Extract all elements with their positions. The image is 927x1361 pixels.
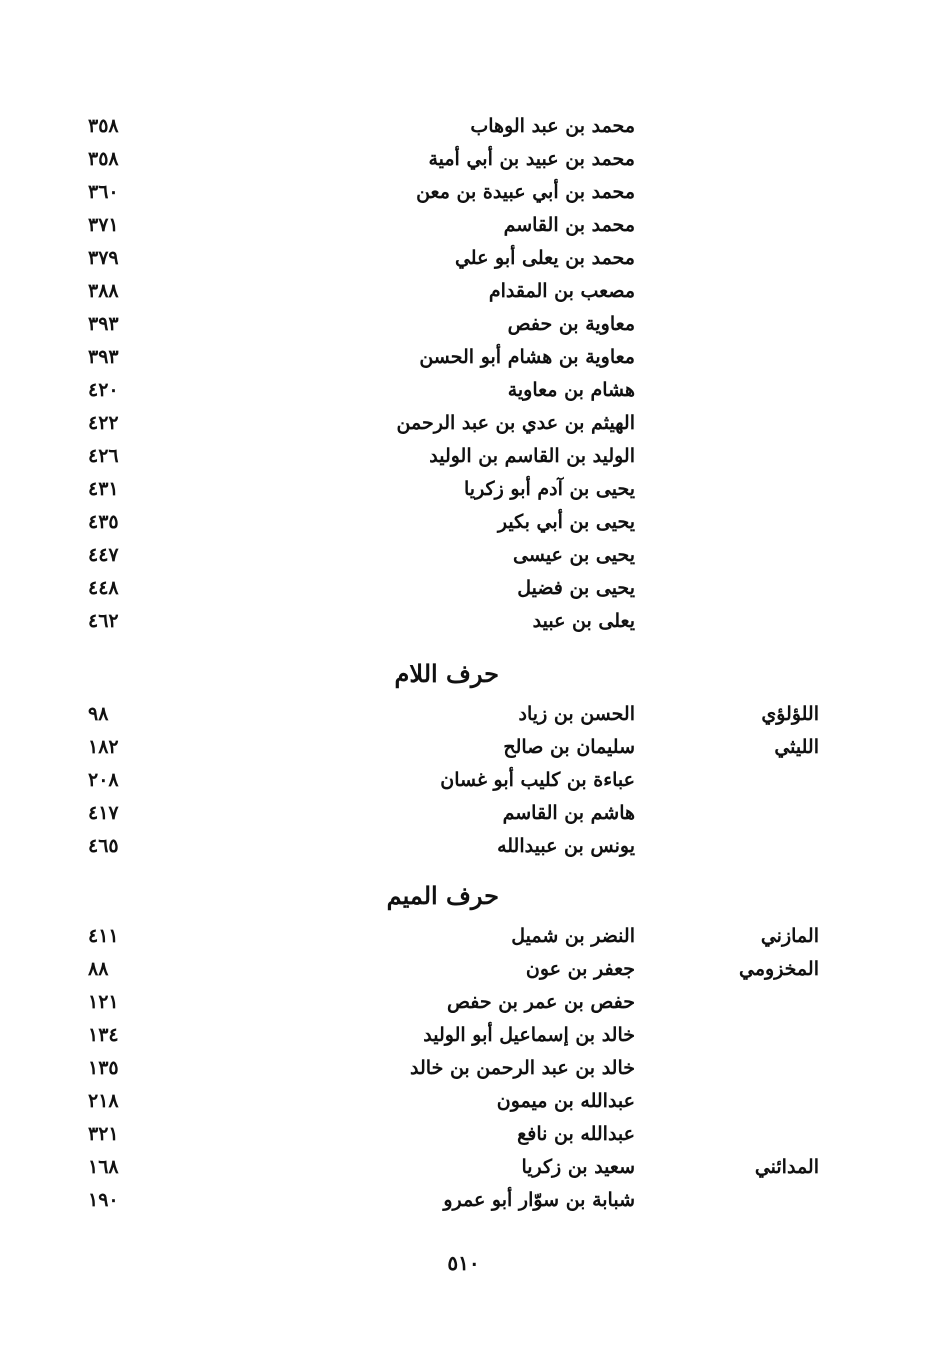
index-entry (0, 407, 927, 440)
entry-name: يعلى بن عبيد (532, 610, 635, 632)
index-entry (0, 797, 927, 830)
entry-page-number: ٤٦٢ (88, 610, 119, 632)
entry-page-number: ٣٩٣ (88, 313, 119, 335)
entry-name: يحيى بن أبي بكير (497, 511, 635, 533)
index-entry (0, 1151, 927, 1184)
entry-name: الهيثم بن عدي بن عبد الرحمن (396, 412, 635, 434)
entry-name: خالد بن عبد الرحمن بن خالد (410, 1057, 635, 1079)
index-entry (0, 275, 927, 308)
entry-name: محمد بن يعلى أبو علي (454, 247, 635, 269)
entry-name: معاوية بن هشام أبو الحسن (419, 346, 635, 368)
index-entry (0, 1019, 927, 1052)
entry-nisba: المازني (760, 925, 819, 947)
index-entry (0, 176, 927, 209)
entry-name: يحيى بن عيسى (513, 544, 635, 566)
entry-name: محمد بن عبد الوهاب (470, 115, 635, 137)
entry-name: عبدالله بن نافع (517, 1123, 635, 1145)
entry-page-number: ٣٩٣ (88, 346, 119, 368)
entry-page-number: ٤٣١ (88, 478, 119, 500)
entry-name: الحسن بن زياد (518, 703, 635, 725)
entry-name: جعفر بن عون (525, 958, 635, 980)
index-entry (0, 572, 927, 605)
entry-name: هاشم بن القاسم (502, 802, 635, 824)
index-entry (0, 209, 927, 242)
entry-page-number: ٤٦٥ (88, 835, 119, 857)
index-entry (0, 110, 927, 143)
entry-page-number: ٣٥٨ (88, 148, 119, 170)
entry-nisba: اللؤلؤي (761, 703, 819, 725)
page-number-footer: ٥١٠ (447, 1251, 480, 1275)
entry-name: عباءة بن كليب أبو غسان (440, 769, 635, 791)
entry-name: محمد بن عبيد بن أبي أمية (428, 148, 635, 170)
index-entry (0, 830, 927, 863)
entry-name: هشام بن معاوية (507, 379, 635, 401)
index-entry (0, 1052, 927, 1085)
index-entry (0, 1118, 927, 1151)
entry-name: مصعب بن المقدام (488, 280, 635, 302)
index-entry (0, 341, 927, 374)
entry-page-number: ١٣٥ (88, 1057, 119, 1079)
index-entry (0, 731, 927, 764)
entry-name: خالد بن إسماعيل أبو الوليد (423, 1024, 635, 1046)
entry-page-number: ٤٢٦ (88, 445, 119, 467)
entry-page-number: ٤١١ (88, 925, 119, 947)
index-entry (0, 986, 927, 1019)
index-entry (0, 764, 927, 797)
index-entry (0, 506, 927, 539)
entry-name: محمد بن أبي عبيدة بن معن (416, 181, 635, 203)
entry-name: يحيى بن آدم أبو زكريا (464, 478, 635, 500)
entry-page-number: ٤٣٥ (88, 511, 119, 533)
index-entry (0, 473, 927, 506)
entry-name: محمد بن القاسم (503, 214, 635, 236)
section-heading: حرف اللام (394, 659, 499, 688)
entry-page-number: ١٢١ (88, 991, 119, 1013)
index-entry (0, 143, 927, 176)
entry-name: سليمان بن صالح (503, 736, 635, 758)
entry-name: سعيد بن زكريا (521, 1156, 635, 1178)
entry-page-number: ٤١٧ (88, 802, 119, 824)
entry-page-number: ٣٥٨ (88, 115, 119, 137)
entry-name: معاوية بن حفص (507, 313, 635, 335)
index-entry (0, 242, 927, 275)
entry-page-number: ٤٢٢ (88, 412, 119, 434)
entry-nisba: المخزومي (739, 958, 819, 980)
entry-name: حفص بن عمر بن حفص (446, 991, 635, 1013)
index-entry (0, 308, 927, 341)
entry-page-number: ٣٢١ (88, 1123, 119, 1145)
entry-page-number: ٢١٨ (88, 1090, 119, 1112)
index-entry (0, 605, 927, 638)
entry-page-number: ٩٨ (88, 703, 109, 725)
entry-name: عبدالله بن ميمون (496, 1090, 635, 1112)
index-entry (0, 1085, 927, 1118)
entry-page-number: ٤٤٧ (88, 544, 119, 566)
entry-page-number: ٤٤٨ (88, 577, 119, 599)
entry-page-number: ١٨٢ (88, 736, 119, 758)
index-entry (0, 920, 927, 953)
entry-nisba: المدائني (754, 1156, 819, 1178)
entry-page-number: ١٣٤ (88, 1024, 119, 1046)
entry-name: شبابة بن سوّار أبو عمرو (443, 1189, 635, 1211)
index-entry (0, 953, 927, 986)
entry-page-number: ٣٧١ (88, 214, 119, 236)
entry-page-number: ٨٨ (88, 958, 109, 980)
entry-name: النضر بن شميل (511, 925, 635, 947)
entry-page-number: ٤٢٠ (88, 379, 119, 401)
entry-name: يحيى بن فضيل (517, 577, 635, 599)
section-heading: حرف الميم (386, 881, 499, 910)
entry-page-number: ٣٧٩ (88, 247, 119, 269)
entry-nisba: الليثي (774, 736, 819, 758)
index-entry (0, 1184, 927, 1217)
index-entry (0, 539, 927, 572)
entry-page-number: ٣٨٨ (88, 280, 119, 302)
entry-page-number: ١٩٠ (88, 1189, 119, 1211)
entry-page-number: ١٦٨ (88, 1156, 119, 1178)
index-entry (0, 440, 927, 473)
index-entry (0, 374, 927, 407)
entry-page-number: ٢٠٨ (88, 769, 119, 791)
entry-name: الوليد بن القاسم بن الوليد (429, 445, 635, 467)
entry-name: يونس بن عبيدالله (497, 835, 635, 857)
entry-page-number: ٣٦٠ (88, 181, 119, 203)
index-entry (0, 698, 927, 731)
